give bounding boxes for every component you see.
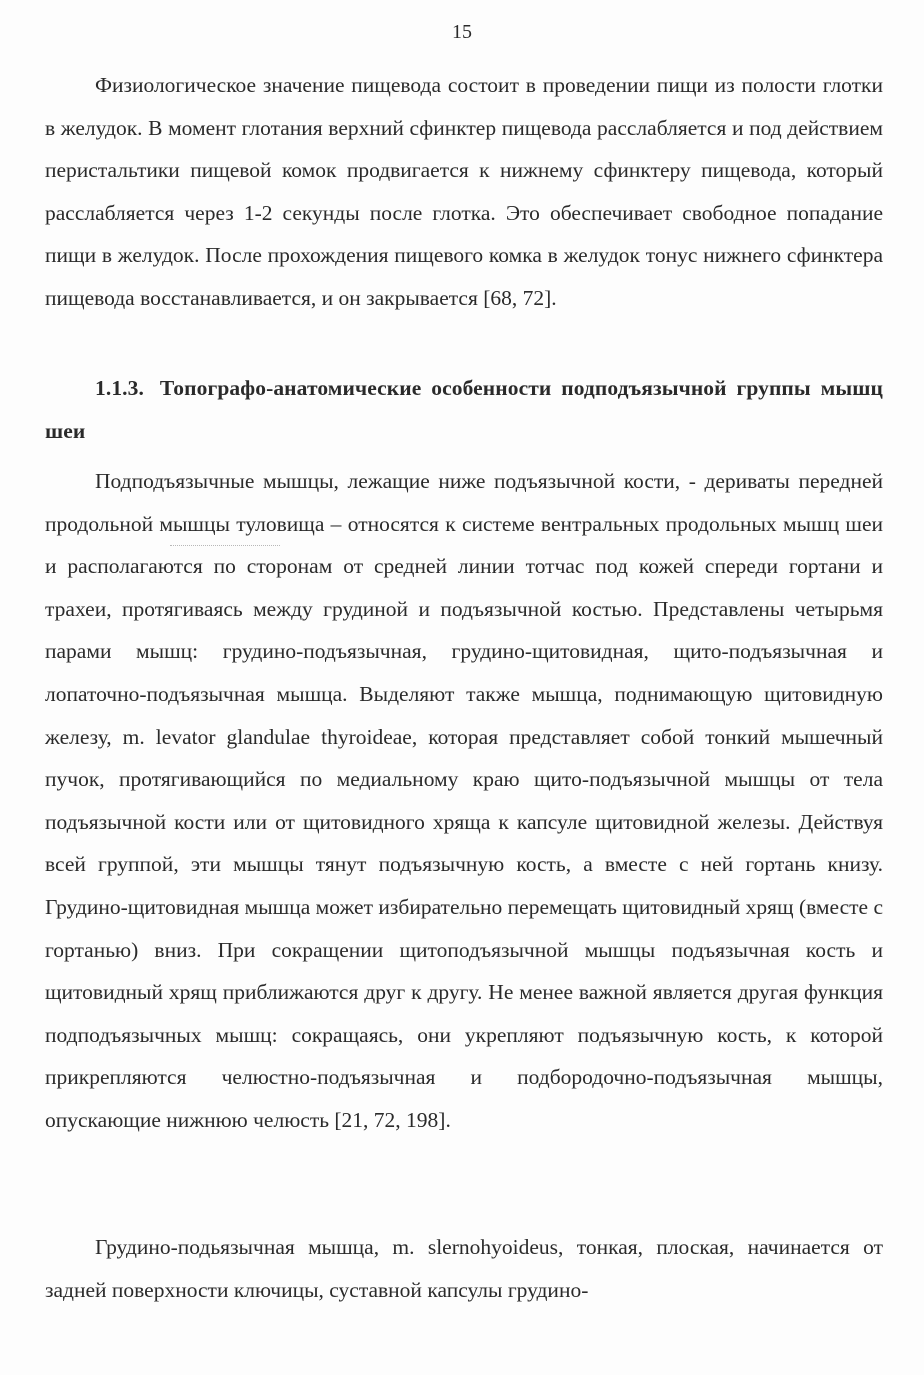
paragraph-sternohyoid <box>45 1226 883 1311</box>
paragraph-text: Грудино-подьязычная мышца, m. slernohyoideus, тонкая, плоская, начинается от задней поверхности ключицы, суставной капсулы грудино- <box>45 1235 883 1302</box>
paragraph-infrahyoid-muscles <box>45 460 883 1142</box>
paragraph-text: Физиологическое значение пищевода состоит в проведении пищи из полости глотки в желудок. В момент глотания верхний сфинктер пищевода расслабляется и под действием перистальтики пищевой комок продвигается к нижнему сфинктеру пищевода, который расслабляется через 1-2 секунды после глотка. Это обеспечивает свободное попадание пищи в желудок. После прохождения пищевого комка в желудок тонус нижнего сфинктера пищевода восстанавливается, и он закрывается [68, 72]. <box>45 73 883 310</box>
section-heading <box>45 367 883 452</box>
section-title: Топографо-анатомические особенности подподъязычной группы мышц шеи <box>45 376 883 443</box>
scan-artifact <box>170 545 280 548</box>
paragraph-text: Подподъязычные мышцы, лежащие ниже подъязычной кости, - дериваты передней продольной мышцы туловища – относятся к системе вентральных продольных мышц шеи и располагаются по сторонам от средней линии тотчас под кожей спереди гортани и трахеи, протягиваясь между грудиной и подъязычной костью. Представлены четырьмя парами мышц: грудино-подъязычная, грудино-щитовидная, щито-подъязычная и лопаточно-подъязычная мышца. Выделяют также мышца, поднимающую щитовидную железу, m. levator glandulae thyroideae, которая представляет собой тонкий мышечный пучок, протягивающийся по медиальному краю щито-подъязычной мышцы от тела подъязычной кости или от щитовидного хряща к капсуле щитовидной железы. Действуя всей группой, эти мышцы тянут подъязычную кость, а вместе с ней гортань книзу. Грудино-щитовидная мышца может избирательно перемещать щитовидный хрящ (вместе с гортанью) вниз. При сокращении щитоподъязычной мышцы подъязычная кость и щитовидный хрящ приближаются друг к другу. Не менее важной является другая функция подподъязычных мышц: сокращаясь, они укрепляют подъязычную кость, к которой прикрепляются челюстно-подъязычная и подбородочно-подъязычная мышцы, опускающие нижнюю челюсть [21, 72, 198]. <box>45 469 883 1132</box>
section-heading-line <box>45 367 883 452</box>
section-number: 1.1.3. <box>95 376 144 400</box>
paragraph-esophagus-function <box>45 64 883 320</box>
page-number: 15 <box>452 21 472 43</box>
